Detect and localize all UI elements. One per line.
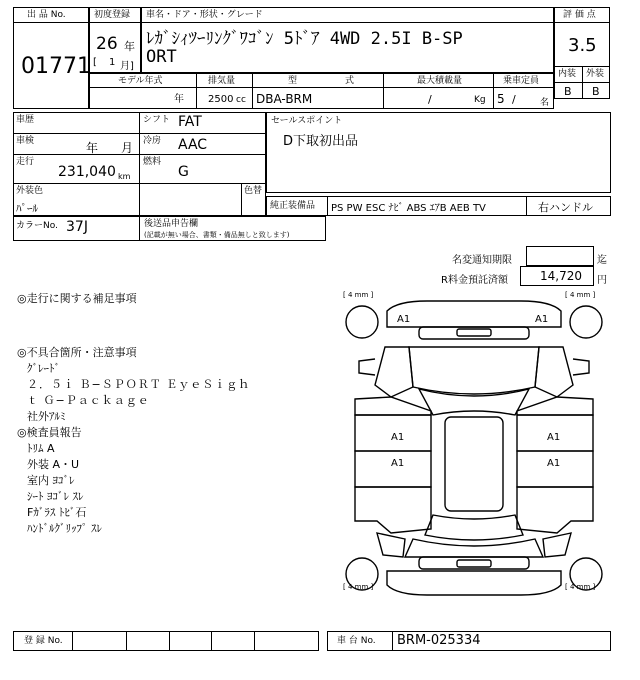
equipment-list: PS PW ESC ﾅﾋﾞ ABS ｴｱB AEB TV [331,203,486,214]
report-0: ﾄﾘﾑ A [27,442,55,455]
reg-year-unit: 年 [124,40,135,53]
report-2: 室内 ﾖｺﾞﾚ [27,474,75,487]
model-year-label: モデル年式 [118,76,163,86]
mileage-label: 走行 [16,157,35,167]
color-no-label: カラーNo. [16,221,58,231]
color-label: 外装色 [16,186,44,196]
load-label: 最大積載量 [417,76,463,86]
tailgate [405,539,543,557]
car-damage-diagram [337,289,611,607]
history-label: 車歴 [16,115,35,125]
damage-right-door-rear: A1 [547,458,561,469]
defects-title: ◎不具合箇所・注意事項 [17,346,137,359]
fuel-label: 燃料 [143,157,162,167]
chassis-number: BRM-025334 [397,633,481,648]
fuel-value: G [178,164,189,180]
ac-value: AAC [178,137,208,153]
displacement-label: 排気量 [208,76,236,86]
car-name-line1: ﾚｶﾞｼｨﾂｰﾘﾝｸﾞﾜｺﾞﾝ 5ﾄﾞｱ 4WD 2.5I B-SP [146,29,463,49]
right-door-rear [517,451,593,487]
model-year-unit: 年 [174,94,184,105]
grade-line1: ２．５ｉ Ｂ−ＳＰＯＲＴ ＥｙｅＳｉｇｈ [27,378,251,391]
displacement-unit: cc [236,95,246,105]
tire-bottom-left-label: [ 4 mm ] [343,583,374,591]
damage-front-left: A1 [397,314,411,325]
shift-value: FAT [178,114,202,130]
tire-top-left-label: [ 4 mm ] [343,291,374,299]
inspection-label: 車検 [16,136,35,146]
interior-grade: B [564,85,572,98]
inspection-month-unit: 月 [121,141,134,155]
steering-value: 右ハンドル [538,201,593,214]
report-3: ｼｰﾄ ﾖｺﾞﾚ ｽﾚ [27,490,84,503]
capacity-unit: 名 [540,98,550,108]
reg-no-label: 登 録 No. [24,636,63,646]
inspector-title: ◎検査員報告 [17,426,82,439]
capacity-sep: / [512,93,516,106]
ac-label: 冷房 [143,136,162,146]
report-1: 外装 A・U [27,458,80,471]
displacement-value: 2500 [208,94,234,105]
color-change-label: 色替 [244,186,263,196]
interior-label: 内装 [558,69,577,79]
inspection-year-unit: 年 [86,141,99,155]
grade-line2: ｔ Ｇ−Ｐａｃｋａｇｅ [27,394,150,407]
shift-label: シフト [143,115,171,125]
aftermarket-label: 後送品申告欄 [144,219,199,229]
grade-label: ｸﾞﾚｰﾄﾞ [27,362,60,375]
exterior-label: 外装 [586,69,605,79]
car-name-line2: ORT [146,47,177,67]
name-change-label: 名変通知期限 [452,255,512,266]
score-label: 評 価 点 [563,10,596,20]
supplement-title: ◎走行に関する補足事項 [17,292,137,305]
type-label-2: 式 [345,76,355,86]
tire-front-right [570,306,602,338]
reg-month: 1 [109,57,116,68]
score-value: 3.5 [568,35,597,56]
damage-left-door-front: A1 [391,432,405,443]
tire-bottom-right-label: [ 4 mm ] [565,583,596,591]
color-no-value: 37J [66,219,88,235]
equipment-label: 純正装備品 [270,201,316,211]
capacity-value: 5 [497,92,505,106]
tire-top-right-label: [ 4 mm ] [565,291,596,299]
first-reg-label: 初度登録 [94,10,131,20]
damage-left-door-rear: A1 [391,458,405,469]
recycle-unit: 円 [597,275,607,286]
color-value: ﾊﾟｰﾙ [16,202,38,215]
reg-year: 26 [96,34,118,54]
report-5: ﾊﾝﾄﾞﾙｸﾞﾘｯﾌﾟ ｽﾚ [27,522,102,535]
car-name-label: 車名・ドア・形状・グレード [146,10,263,20]
rear-window [425,515,523,540]
tire-front-left [346,306,378,338]
reg-month-unit: 月] [120,61,134,72]
wheels-note: 社外ｱﾙﾐ [27,410,66,423]
damage-front-right: A1 [535,314,549,325]
mileage-value: 231,040 [58,164,116,180]
capacity-label: 乗車定員 [503,76,540,86]
defects-panel [17,345,250,537]
report-4: Fｶﾞﾗｽ ﾄﾋﾞ石 [27,506,87,519]
sales-point-value: D下取初出品 [283,134,359,149]
rear-bumper [387,571,561,595]
load-unit: Kg [474,95,486,105]
type-label: 型 [288,76,298,86]
recycle-amount: 14,720 [540,269,582,283]
model-code: DBA-BRM [256,92,313,106]
lot-label: 出 品 No. [27,10,66,20]
hood [409,347,539,394]
left-door-rear [355,451,431,487]
aftermarket-note: (記載が無い場合、書類・備品無しと致します) [144,231,290,239]
notes-panel [17,291,137,307]
exterior-grade: B [592,85,600,98]
reg-month-open: [ [93,57,97,68]
mileage-unit: km [118,172,131,181]
lot-number: 01771 [21,54,91,79]
chassis-label: 車 台 No. [337,636,376,646]
name-change-box [526,246,594,266]
sales-point-label: セールスポイント [271,116,343,126]
damage-right-door-front: A1 [547,432,561,443]
roof [445,417,503,511]
recycle-label: R料金預託済額 [441,275,508,286]
load-slash: / [428,93,432,106]
name-change-unit: 迄 [597,255,607,266]
windshield [419,389,529,415]
